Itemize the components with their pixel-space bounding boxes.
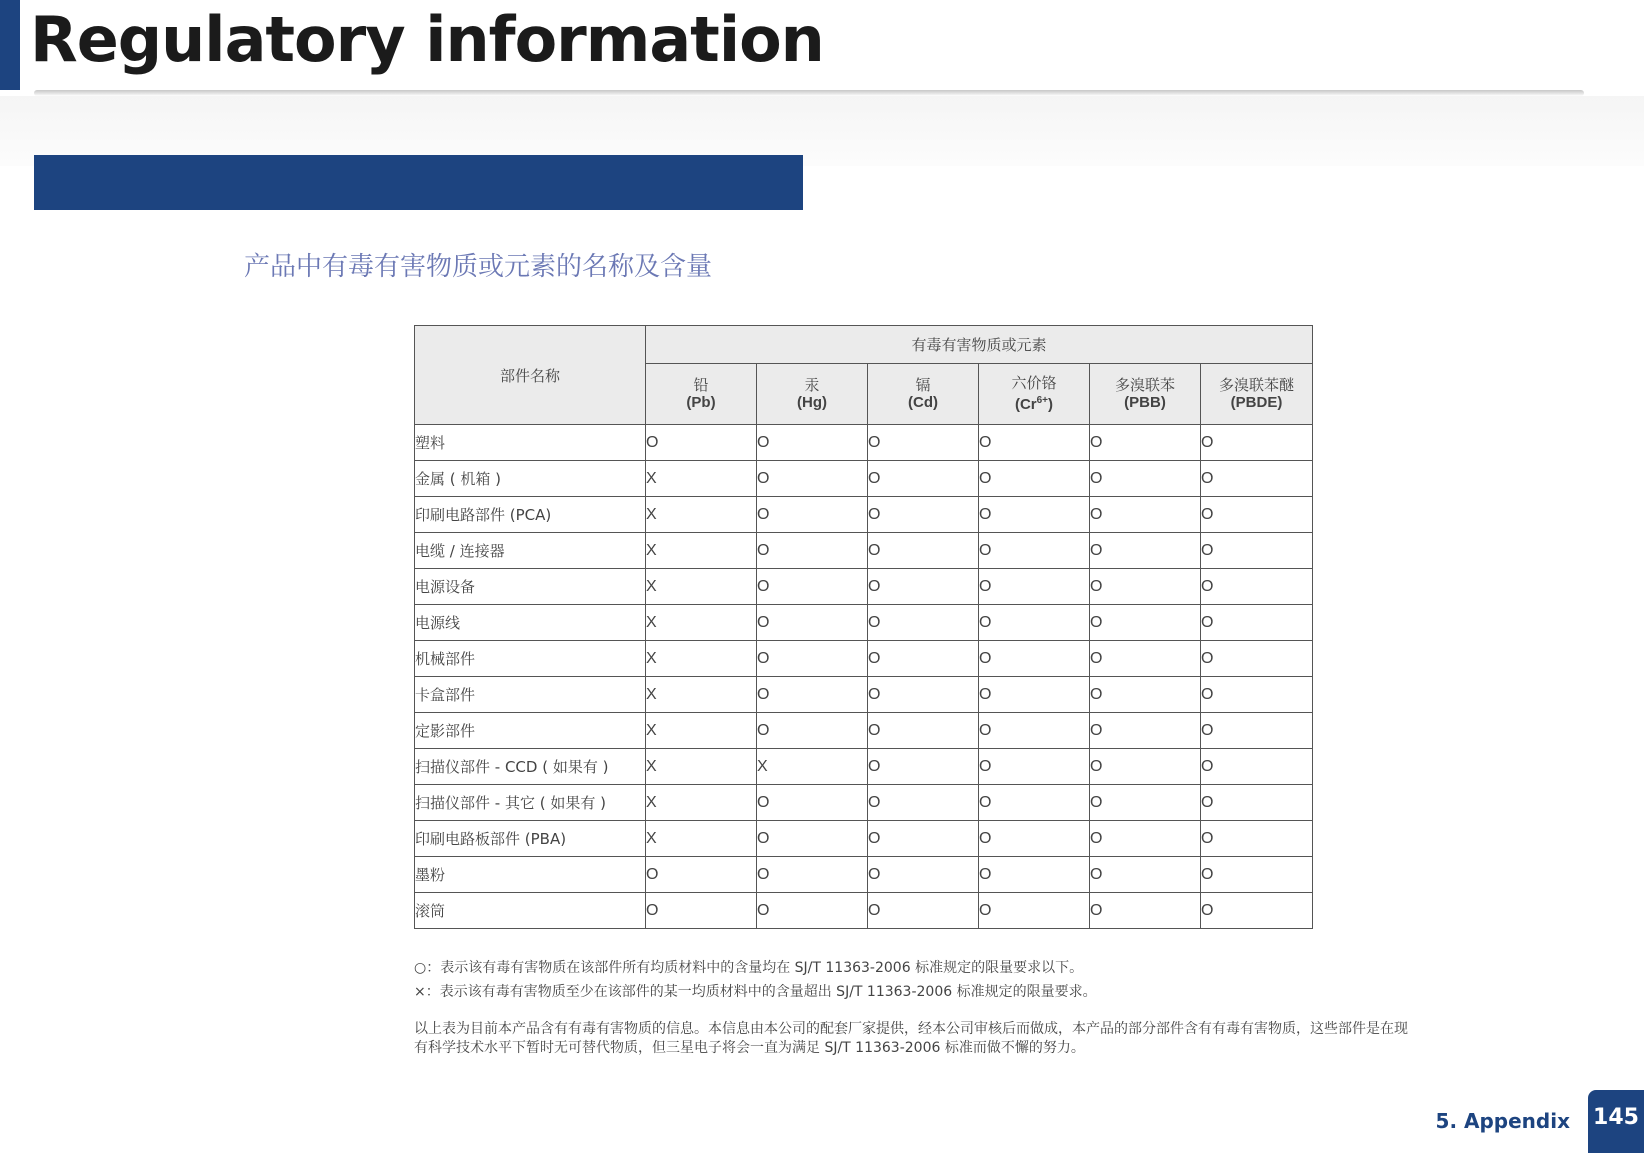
substance-name: 多溴联苯醚 xyxy=(1219,376,1295,394)
table-row xyxy=(415,497,1313,533)
table-row xyxy=(415,641,1313,677)
substance-mark-cell: O xyxy=(757,605,868,641)
substance-mark-cell: O xyxy=(1090,821,1201,857)
substance-mark-cell: O xyxy=(979,749,1090,785)
x-legend-note: ×：表示该有毒有害物质至少在该部件的某一均质材料中的含量超出 SJ/T 11363-2006 标准规定的限量要求。 xyxy=(414,984,1097,1000)
substance-mark-cell: O xyxy=(1090,605,1201,641)
substance-mark-cell: O xyxy=(757,677,868,713)
substance-mark-cell: O xyxy=(757,821,868,857)
substance-mark-cell: X xyxy=(646,533,757,569)
table-row xyxy=(415,749,1313,785)
substance-mark-cell: O xyxy=(1201,713,1313,749)
substance-mark-cell: O xyxy=(868,569,979,605)
substance-mark-cell: O xyxy=(979,821,1090,857)
substance-mark-cell: O xyxy=(757,785,868,821)
substance-header xyxy=(979,364,1090,425)
substance-mark-cell: O xyxy=(1090,425,1201,461)
substance-mark-cell: X xyxy=(646,785,757,821)
table-row xyxy=(415,461,1313,497)
section-heading: 产品中有毒有害物质或元素的名称及含量 xyxy=(244,252,713,282)
substance-mark-cell: O xyxy=(1201,461,1313,497)
substance-mark-cell: O xyxy=(1090,569,1201,605)
substance-mark-cell: O xyxy=(1201,533,1313,569)
substance-symbol: (Pb) xyxy=(686,394,716,411)
substance-mark-cell: O xyxy=(757,569,868,605)
substance-mark-cell: X xyxy=(646,749,757,785)
substance-mark-cell: O xyxy=(979,785,1090,821)
part-name-cell: 机械部件 xyxy=(415,641,646,677)
substance-mark-cell: O xyxy=(979,893,1090,929)
substance-mark-cell: X xyxy=(646,641,757,677)
substance-mark-cell: O xyxy=(1090,785,1201,821)
substance-mark-cell: O xyxy=(757,857,868,893)
substance-mark-cell: O xyxy=(1090,749,1201,785)
table-row xyxy=(415,713,1313,749)
substance-mark-cell: O xyxy=(868,641,979,677)
substance-mark-cell: O xyxy=(868,461,979,497)
substance-mark-cell: O xyxy=(1201,821,1313,857)
substance-mark-cell: O xyxy=(979,857,1090,893)
table-row xyxy=(415,785,1313,821)
substance-name: 镉 xyxy=(915,376,931,394)
page-title: Regulatory information xyxy=(30,3,824,76)
substance-mark-cell: X xyxy=(646,569,757,605)
part-name-cell: 卡盒部件 xyxy=(415,677,646,713)
part-name-cell: 定影部件 xyxy=(415,713,646,749)
part-name-cell: 扫描仪部件 - CCD ( 如果有 ) xyxy=(415,749,646,785)
section-header-bar xyxy=(34,155,803,210)
part-name-cell: 电源线 xyxy=(415,605,646,641)
substance-header xyxy=(868,364,979,425)
part-name-cell: 塑料 xyxy=(415,425,646,461)
substance-mark-cell: O xyxy=(1090,713,1201,749)
table-row xyxy=(415,821,1313,857)
substance-mark-cell: O xyxy=(1090,533,1201,569)
substance-header xyxy=(646,364,757,425)
part-name-cell: 印刷电路板部件 (PBA) xyxy=(415,821,646,857)
substance-mark-cell: O xyxy=(1201,605,1313,641)
substance-mark-cell: O xyxy=(979,605,1090,641)
substance-symbol: (Cd) xyxy=(908,394,938,411)
substance-mark-cell: O xyxy=(868,425,979,461)
substance-mark-cell: O xyxy=(868,785,979,821)
substance-mark-cell: O xyxy=(979,569,1090,605)
substance-name: 铅 xyxy=(693,376,709,394)
substance-symbol: (Hg) xyxy=(797,394,827,411)
table-row xyxy=(415,569,1313,605)
substance-mark-cell: O xyxy=(868,533,979,569)
notes xyxy=(414,956,1414,1058)
substance-mark-cell: O xyxy=(979,533,1090,569)
substance-mark-cell: O xyxy=(646,857,757,893)
substance-header xyxy=(1090,364,1201,425)
substance-mark-cell: O xyxy=(979,461,1090,497)
table-row xyxy=(415,677,1313,713)
substance-mark-cell: O xyxy=(1090,857,1201,893)
substance-mark-cell: O xyxy=(646,425,757,461)
table-row xyxy=(415,893,1313,929)
part-name-cell: 印刷电路部件 (PCA) xyxy=(415,497,646,533)
substance-mark-cell: O xyxy=(757,461,868,497)
substance-mark-cell: O xyxy=(1090,641,1201,677)
substance-mark-cell: O xyxy=(979,425,1090,461)
disclaimer-paragraph: 以上表为目前本产品含有有毒有害物质的信息。本信息由本公司的配套厂家提供，经本公司审核后而做成，本产品的部分部件含有有毒有害物质，这些部件是在现有科学技术水平下暂时无可替代物质，但三星电子将会一直为满足 SJ/T 11363-2006 标准而做不懈的努力。 xyxy=(414,1021,1408,1056)
substance-mark-cell: X xyxy=(646,713,757,749)
left-accent-bar xyxy=(0,0,20,90)
table-row xyxy=(415,533,1313,569)
substance-mark-cell: O xyxy=(868,713,979,749)
substance-name: 汞 xyxy=(804,376,820,394)
table-row xyxy=(415,425,1313,461)
substance-mark-cell: O xyxy=(1201,677,1313,713)
substance-mark-cell: O xyxy=(1201,569,1313,605)
substance-group-header: 有毒有害物质或元素 xyxy=(646,326,1313,364)
substance-mark-cell: O xyxy=(868,677,979,713)
substance-mark-cell: O xyxy=(1201,497,1313,533)
substance-mark-cell: O xyxy=(757,533,868,569)
substance-mark-cell: O xyxy=(868,857,979,893)
substance-mark-cell: O xyxy=(1201,641,1313,677)
substance-mark-cell: X xyxy=(646,461,757,497)
substance-mark-cell: O xyxy=(1201,425,1313,461)
substance-mark-cell: O xyxy=(757,893,868,929)
substance-mark-cell: O xyxy=(757,425,868,461)
substance-mark-cell: X xyxy=(646,605,757,641)
substance-mark-cell: X xyxy=(757,749,868,785)
substance-mark-cell: O xyxy=(1201,857,1313,893)
substance-mark-cell: O xyxy=(757,713,868,749)
substance-mark-cell: X xyxy=(646,497,757,533)
substance-mark-cell: O xyxy=(1090,461,1201,497)
part-name-header: 部件名称 xyxy=(415,326,646,425)
substance-symbol: (PBDE) xyxy=(1230,394,1283,411)
part-name-cell: 扫描仪部件 - 其它 ( 如果有 ) xyxy=(415,785,646,821)
substance-symbol: (PBB) xyxy=(1124,394,1166,411)
substance-mark-cell: O xyxy=(868,893,979,929)
part-name-cell: 金属 ( 机箱 ) xyxy=(415,461,646,497)
substance-mark-cell: O xyxy=(979,497,1090,533)
substance-mark-cell: O xyxy=(1201,785,1313,821)
footer-section-label: 5. Appendix xyxy=(1435,1109,1570,1133)
substance-name: 多溴联苯 xyxy=(1114,376,1175,394)
substance-mark-cell: O xyxy=(1201,893,1313,929)
part-name-cell: 电缆 / 连接器 xyxy=(415,533,646,569)
substance-header xyxy=(757,364,868,425)
title-divider xyxy=(34,90,1584,96)
substance-mark-cell: O xyxy=(979,713,1090,749)
page-number: 145 xyxy=(1588,1090,1644,1153)
substance-mark-cell: O xyxy=(868,605,979,641)
part-name-cell: 电源设备 xyxy=(415,569,646,605)
substance-mark-cell: O xyxy=(979,641,1090,677)
part-name-cell: 滚筒 xyxy=(415,893,646,929)
hazardous-substances-table xyxy=(414,325,1313,929)
substance-mark-cell: O xyxy=(1090,677,1201,713)
substance-mark-cell: O xyxy=(757,497,868,533)
table-row xyxy=(415,605,1313,641)
part-name-cell: 墨粉 xyxy=(415,857,646,893)
substance-name: 六价铬 xyxy=(1011,374,1057,392)
substance-mark-cell: O xyxy=(979,677,1090,713)
substance-mark-cell: O xyxy=(757,641,868,677)
substance-mark-cell: X xyxy=(646,821,757,857)
substance-mark-cell: O xyxy=(868,821,979,857)
substance-mark-cell: X xyxy=(646,677,757,713)
substance-mark-cell: O xyxy=(868,497,979,533)
substance-header xyxy=(1201,364,1313,425)
substance-mark-cell: O xyxy=(868,749,979,785)
substance-mark-cell: O xyxy=(646,893,757,929)
substance-mark-cell: O xyxy=(1201,749,1313,785)
substance-symbol: $(Cr^{6+})$ xyxy=(1014,395,1054,413)
substance-mark-cell: O xyxy=(1090,497,1201,533)
table-row xyxy=(415,857,1313,893)
substance-mark-cell: O xyxy=(1090,893,1201,929)
o-legend-note: ○：表示该有毒有害物质在该部件所有均质材料中的含量均在 SJ/T 11363-2006 标准规定的限量要求以下。 xyxy=(414,960,1084,976)
